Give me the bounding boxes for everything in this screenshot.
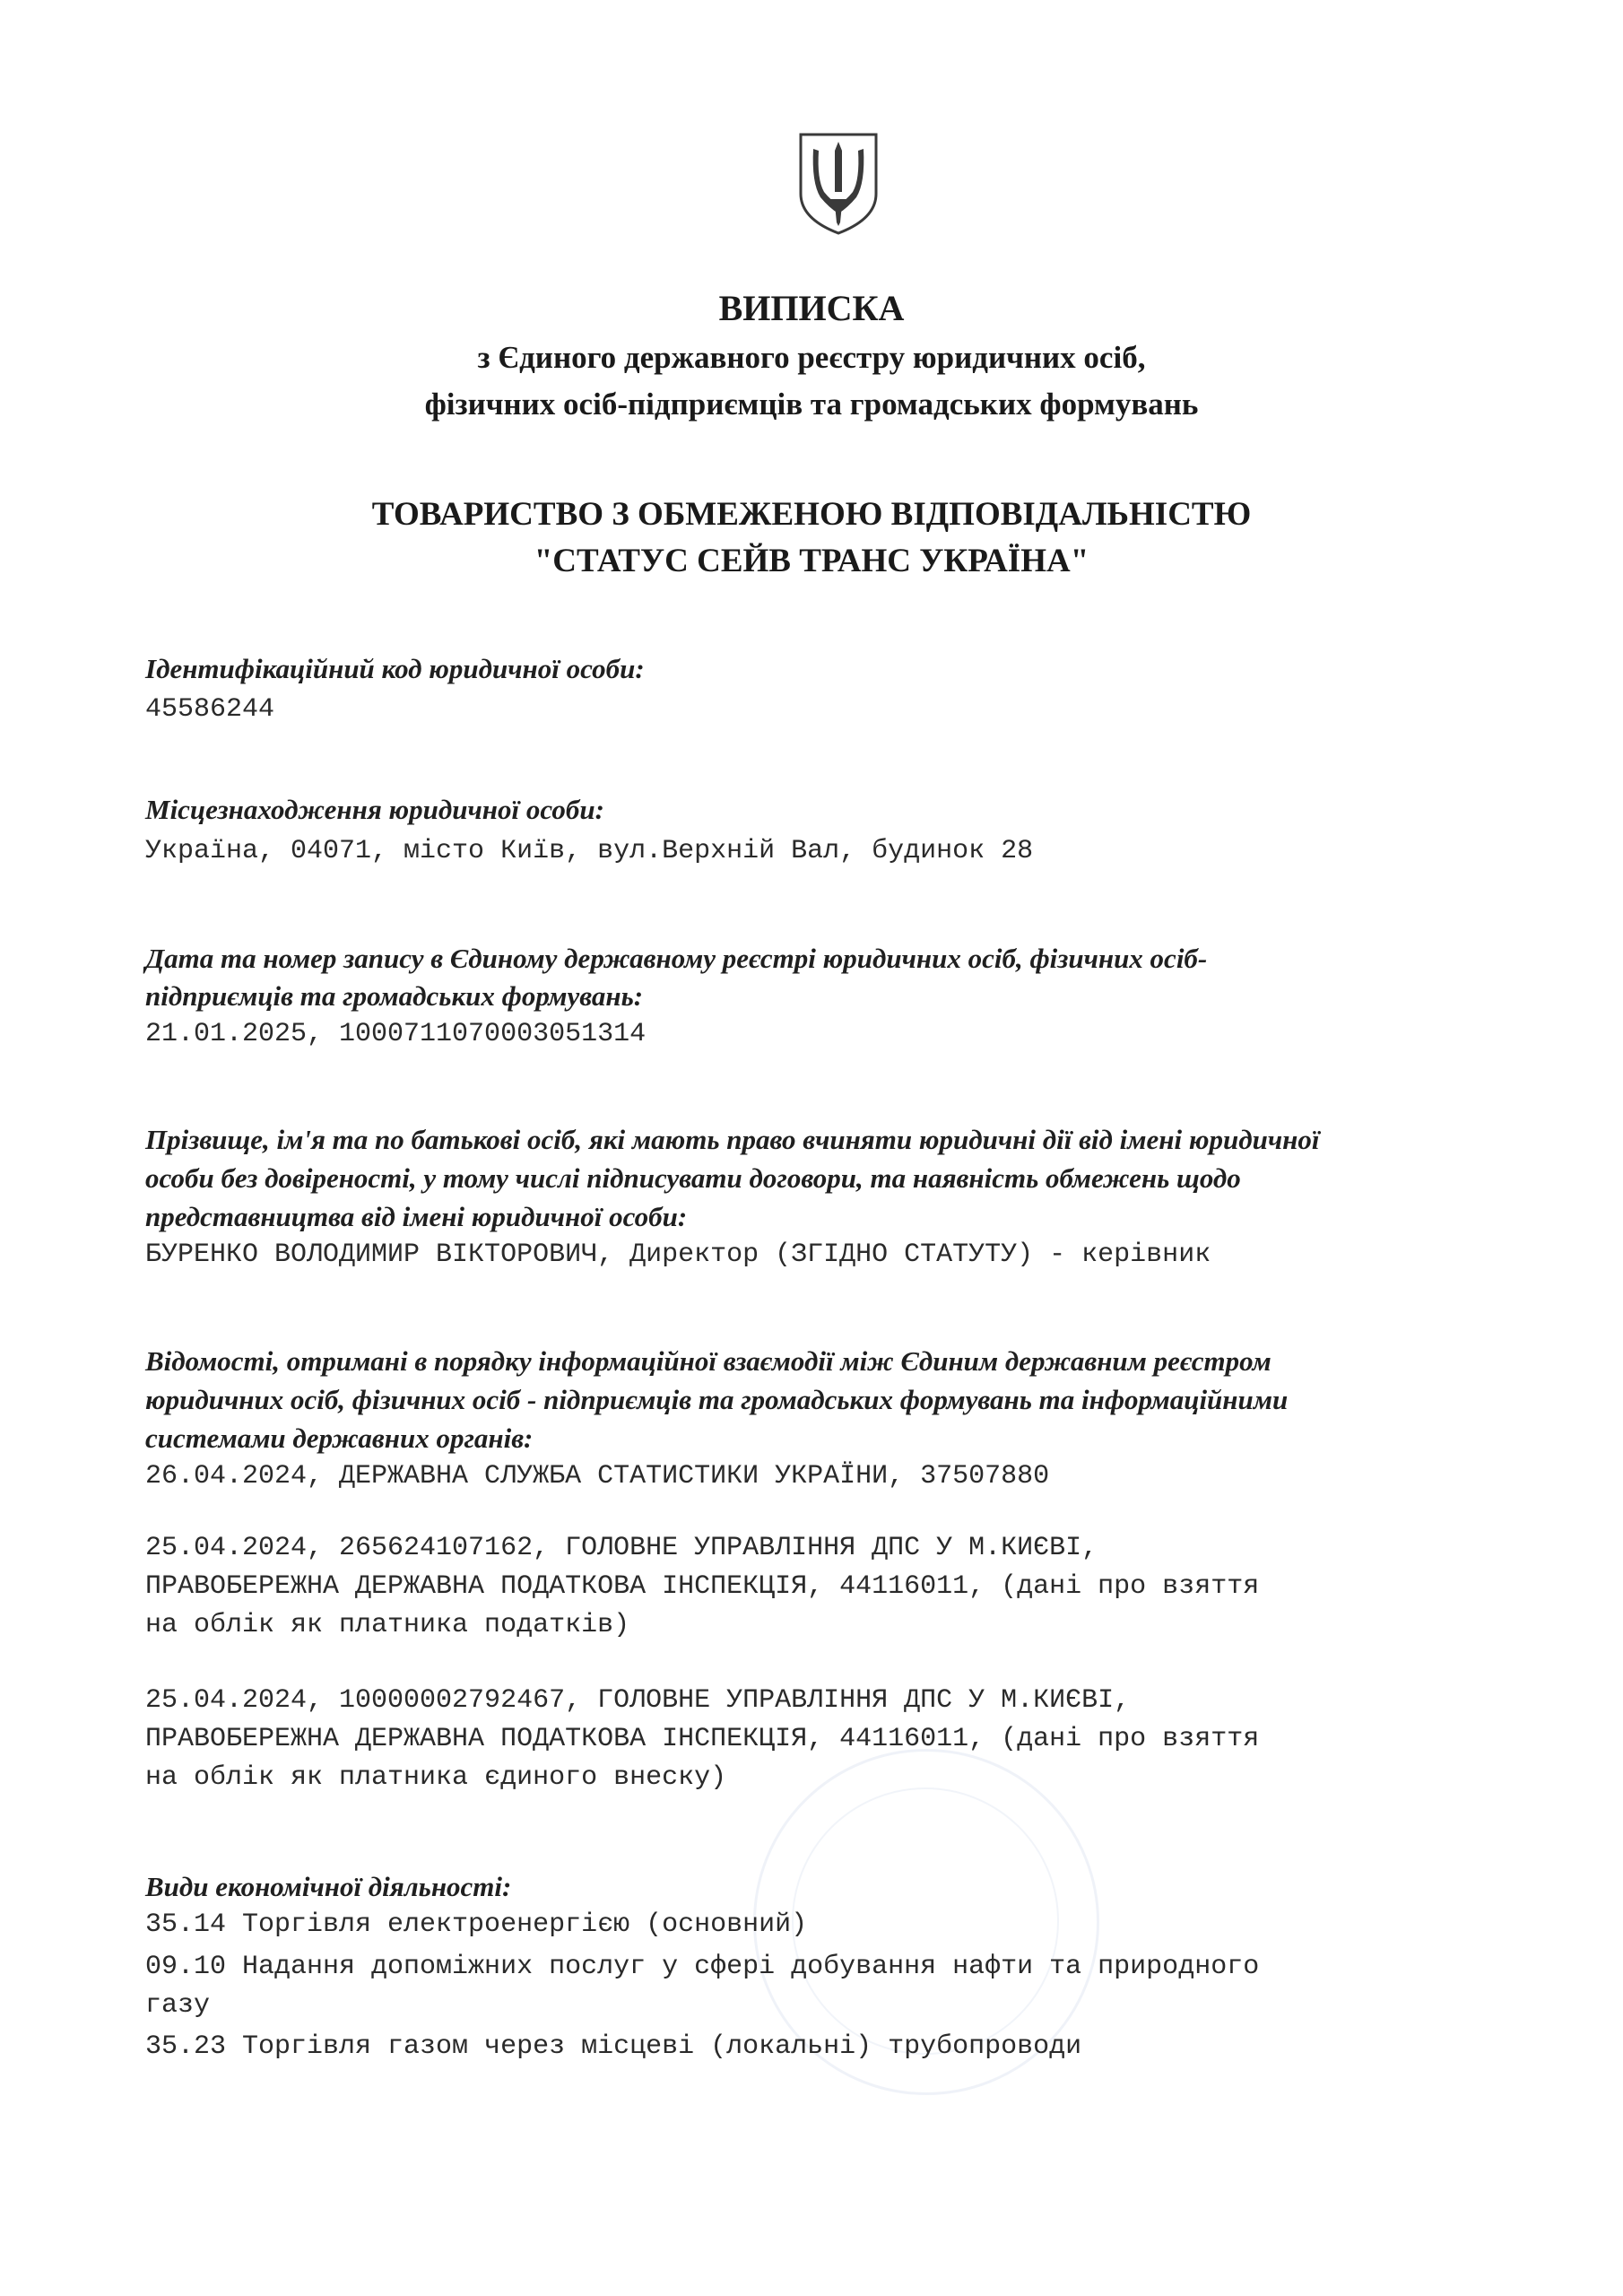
signers-label-line1: Прізвище, ім'я та по батькові осіб, які мають право вчиняти юридичні дії від імені юридичної	[145, 1124, 1320, 1155]
record-label-line2: підприємців та громадських формувань:	[145, 980, 644, 1012]
interaction-entry-3-line3: на облік як платника єдиного внеску)	[145, 1762, 727, 1793]
activity-item-2-line1: 09.10 Надання допоміжних послуг у сфері добування нафти та природного	[145, 1952, 1260, 1982]
interaction-entry-2-line3: на облік як платника податків)	[145, 1610, 630, 1640]
record-value: 21.01.2025, 1000711070003051314	[145, 1019, 647, 1049]
location-label: Місцезнаходження юридичної особи:	[145, 794, 604, 825]
signers-value: БУРЕНКО ВОЛОДИМИР ВІКТОРОВИЧ, Директор (ЗГІДНО СТАТУТУ) - керівник	[145, 1239, 1211, 1270]
interaction-entry-2-line1: 25.04.2024, 265624107162, ГОЛОВНЕ УПРАВЛІННЯ ДПС У М.КИЄВІ,	[145, 1533, 1098, 1563]
interaction-entry-3-line2: ПРАВОБЕРЕЖНА ДЕРЖАВНА ПОДАТКОВА ІНСПЕКЦІЯ, 44116011, (дані про взяття	[145, 1724, 1260, 1754]
activity-item-3: 35.23 Торгівля газом через місцеві (локальні) трубопроводи	[145, 2031, 1082, 2062]
signers-label-line2: особи без довіреності, у тому числі підписувати договори, та наявність обмежень щодо	[145, 1162, 1241, 1194]
record-label-line1: Дата та номер запису в Єдиному державному реєстрі юридичних осіб, фізичних осіб-	[145, 943, 1208, 974]
organization-name-line1: ТОВАРИСТВО З ОБМЕЖЕНОЮ ВІДПОВІДАЛЬНІСТЮ	[371, 496, 1252, 533]
id-code-label: Ідентифікаційний код юридичної особи:	[145, 653, 645, 684]
interaction-entry-3-line1: 25.04.2024, 10000002792467, ГОЛОВНЕ УПРАВЛІННЯ ДПС У М.КИЄВІ,	[145, 1685, 1131, 1716]
interaction-label-line1: Відомості, отримані в порядку інформаційної взаємодії між Єдиним державним реєстром	[145, 1345, 1271, 1377]
location-value: Україна, 04071, місто Київ, вул.Верхній Вал, будинок 28	[145, 836, 1034, 866]
document-subtitle-line1: з Єдиного державного реєстру юридичних осіб,	[477, 340, 1146, 375]
activities-label: Види економічної діяльності:	[145, 1871, 512, 1902]
interaction-entry-2-line2: ПРАВОБЕРЕЖНА ДЕРЖАВНА ПОДАТКОВА ІНСПЕКЦІЯ, 44116011, (дані про взяття	[145, 1571, 1260, 1602]
organization-name-line2: "СТАТУС СЕЙВ ТРАНС УКРАЇНА"	[534, 543, 1089, 579]
id-code-value: 45586244	[145, 694, 275, 725]
tryzub-icon	[794, 129, 883, 237]
interaction-entry-1: 26.04.2024, ДЕРЖАВНА СЛУЖБА СТАТИСТИКИ УКРАЇНИ, 37507880	[145, 1461, 1050, 1492]
document-subtitle-line2: фізичних осіб-підприємців та громадських формувань	[424, 387, 1199, 422]
signers-label-line3: представництва від імені юридичної особи:	[145, 1201, 688, 1232]
interaction-label-line3: системами державних органів:	[145, 1422, 534, 1454]
document-title: ВИПИСКА	[718, 288, 905, 328]
interaction-label-line2: юридичних осіб, фізичних осіб - підприємців та громадських формувань та інформаційними	[145, 1384, 1289, 1415]
activity-item-2-line2: газу	[145, 1990, 211, 2021]
activity-item-1: 35.14 Торгівля електроенергією (основний)	[145, 1909, 808, 1940]
